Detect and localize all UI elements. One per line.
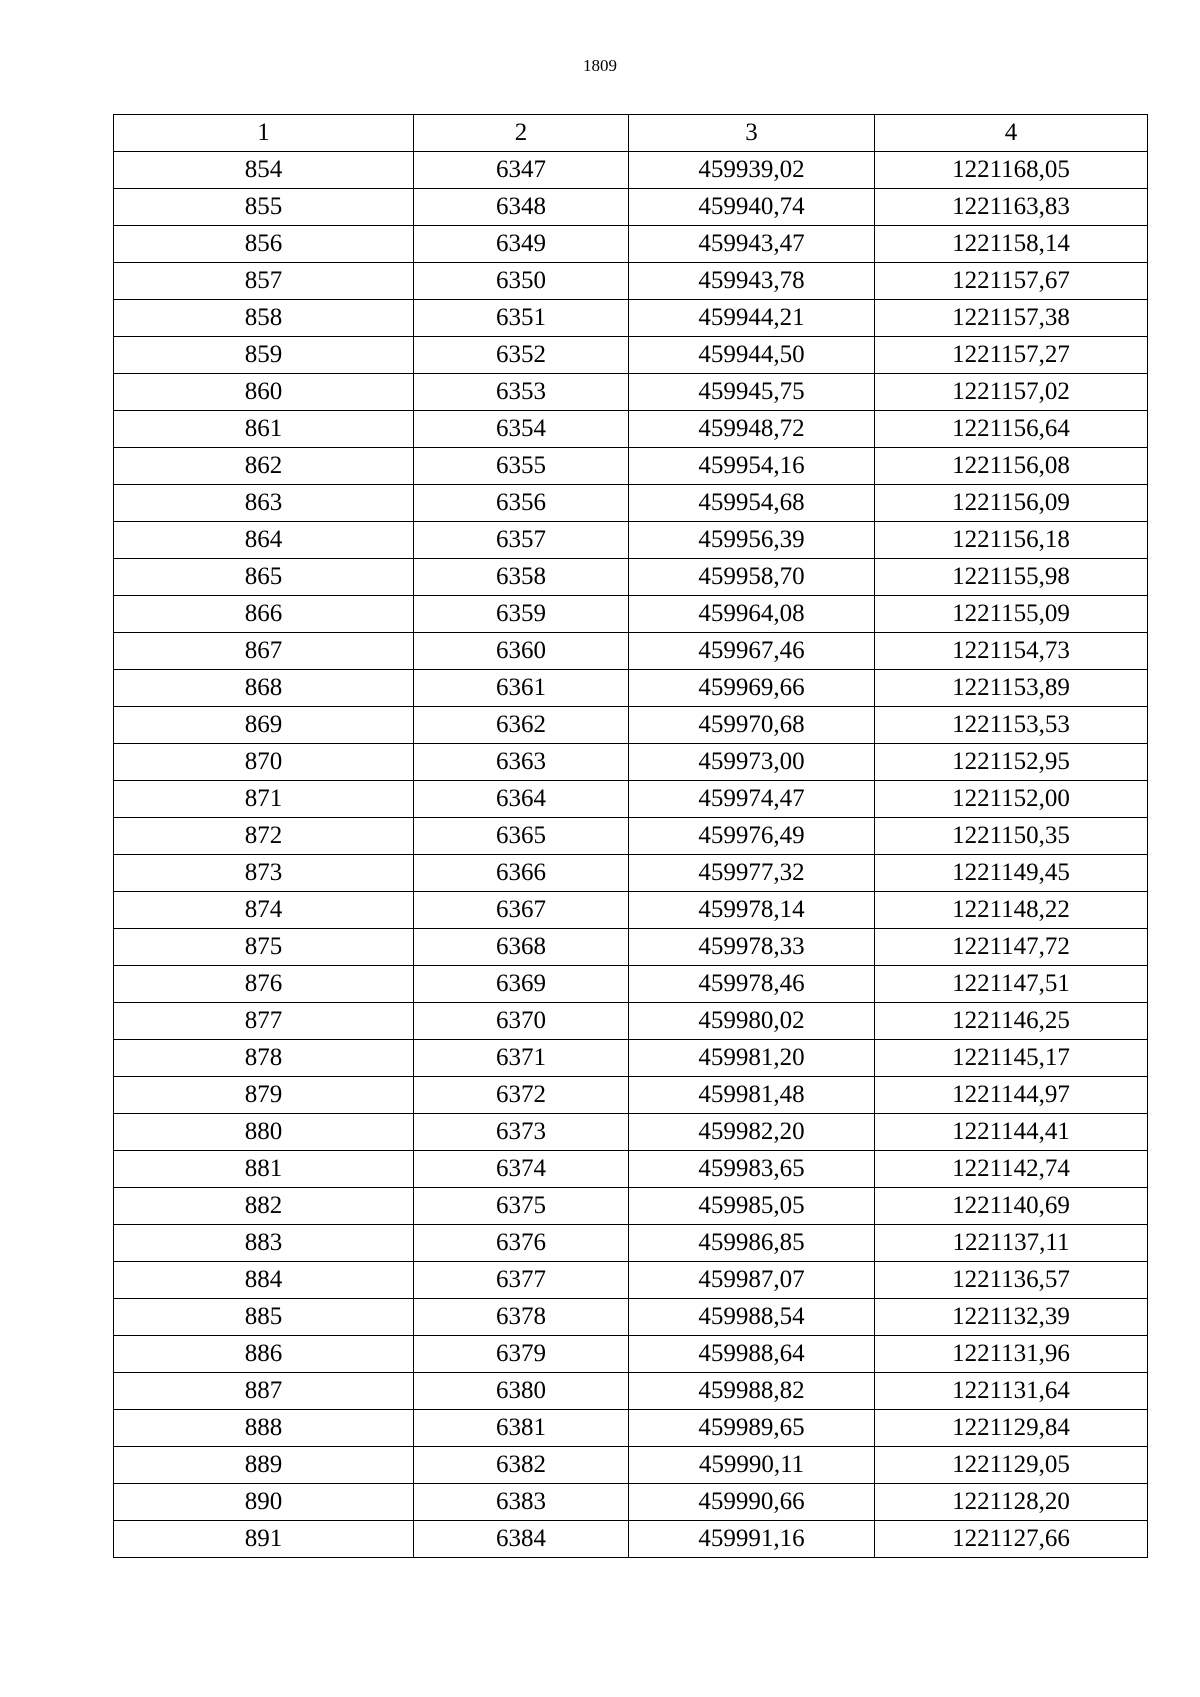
cell-x-coordinate: 459944,50 (629, 337, 875, 374)
cell-y-coordinate: 1221144,97 (875, 1077, 1148, 1114)
cell-point-number: 6353 (414, 374, 629, 411)
cell-y-coordinate: 1221157,38 (875, 300, 1148, 337)
cell-y-coordinate: 1221140,69 (875, 1188, 1148, 1225)
cell-x-coordinate: 459981,48 (629, 1077, 875, 1114)
cell-row-number: 872 (114, 818, 414, 855)
cell-row-number: 862 (114, 448, 414, 485)
cell-point-number: 6365 (414, 818, 629, 855)
cell-y-coordinate: 1221136,57 (875, 1262, 1148, 1299)
cell-point-number: 6373 (414, 1114, 629, 1151)
cell-y-coordinate: 1221127,66 (875, 1521, 1148, 1558)
table-row (114, 1410, 1148, 1447)
cell-row-number: 884 (114, 1262, 414, 1299)
cell-y-coordinate: 1221129,84 (875, 1410, 1148, 1447)
cell-row-number: 854 (114, 152, 414, 189)
cell-point-number: 6377 (414, 1262, 629, 1299)
cell-x-coordinate: 459956,39 (629, 522, 875, 559)
cell-point-number: 6350 (414, 263, 629, 300)
cell-x-coordinate: 459978,33 (629, 929, 875, 966)
cell-row-number: 867 (114, 633, 414, 670)
cell-y-coordinate: 1221149,45 (875, 855, 1148, 892)
cell-x-coordinate: 459948,72 (629, 411, 875, 448)
table-row (114, 559, 1148, 596)
cell-x-coordinate: 459990,11 (629, 1447, 875, 1484)
cell-point-number: 6363 (414, 744, 629, 781)
cell-x-coordinate: 459974,47 (629, 781, 875, 818)
cell-point-number: 6367 (414, 892, 629, 929)
cell-x-coordinate: 459980,02 (629, 1003, 875, 1040)
cell-y-coordinate: 1221147,72 (875, 929, 1148, 966)
table-row (114, 1114, 1148, 1151)
cell-x-coordinate: 459943,47 (629, 226, 875, 263)
cell-x-coordinate: 459964,08 (629, 596, 875, 633)
table-row (114, 1484, 1148, 1521)
cell-x-coordinate: 459991,16 (629, 1521, 875, 1558)
cell-point-number: 6360 (414, 633, 629, 670)
cell-row-number: 890 (114, 1484, 414, 1521)
table-row (114, 226, 1148, 263)
cell-row-number: 868 (114, 670, 414, 707)
page-number: 1809 (583, 56, 617, 75)
cell-row-number: 864 (114, 522, 414, 559)
table-row (114, 1188, 1148, 1225)
cell-point-number: 6349 (414, 226, 629, 263)
cell-row-number: 881 (114, 1151, 414, 1188)
cell-point-number: 6374 (414, 1151, 629, 1188)
table-row (114, 152, 1148, 189)
cell-x-coordinate: 459978,46 (629, 966, 875, 1003)
cell-point-number: 6372 (414, 1077, 629, 1114)
cell-y-coordinate: 1221154,73 (875, 633, 1148, 670)
table-header-row (114, 115, 1148, 152)
cell-point-number: 6369 (414, 966, 629, 1003)
cell-x-coordinate: 459985,05 (629, 1188, 875, 1225)
table-row (114, 818, 1148, 855)
cell-point-number: 6359 (414, 596, 629, 633)
table-row (114, 337, 1148, 374)
table-row (114, 781, 1148, 818)
cell-row-number: 880 (114, 1114, 414, 1151)
table-row (114, 1225, 1148, 1262)
cell-point-number: 6354 (414, 411, 629, 448)
cell-x-coordinate: 459970,68 (629, 707, 875, 744)
cell-y-coordinate: 1221157,27 (875, 337, 1148, 374)
cell-point-number: 6383 (414, 1484, 629, 1521)
cell-row-number: 856 (114, 226, 414, 263)
table-row (114, 189, 1148, 226)
cell-row-number: 857 (114, 263, 414, 300)
cell-row-number: 869 (114, 707, 414, 744)
cell-row-number: 887 (114, 1373, 414, 1410)
cell-row-number: 873 (114, 855, 414, 892)
cell-y-coordinate: 1221148,22 (875, 892, 1148, 929)
cell-row-number: 859 (114, 337, 414, 374)
cell-y-coordinate: 1221131,96 (875, 1336, 1148, 1373)
cell-y-coordinate: 1221142,74 (875, 1151, 1148, 1188)
cell-y-coordinate: 1221145,17 (875, 1040, 1148, 1077)
cell-y-coordinate: 1221155,09 (875, 596, 1148, 633)
cell-x-coordinate: 459982,20 (629, 1114, 875, 1151)
cell-y-coordinate: 1221131,64 (875, 1373, 1148, 1410)
cell-x-coordinate: 459973,00 (629, 744, 875, 781)
cell-point-number: 6351 (414, 300, 629, 337)
cell-y-coordinate: 1221156,64 (875, 411, 1148, 448)
cell-y-coordinate: 1221156,08 (875, 448, 1148, 485)
cell-x-coordinate: 459988,64 (629, 1336, 875, 1373)
table-row (114, 670, 1148, 707)
table-row (114, 633, 1148, 670)
cell-row-number: 891 (114, 1521, 414, 1558)
cell-point-number: 6364 (414, 781, 629, 818)
cell-x-coordinate: 459978,14 (629, 892, 875, 929)
cell-row-number: 871 (114, 781, 414, 818)
table-row (114, 855, 1148, 892)
cell-y-coordinate: 1221153,53 (875, 707, 1148, 744)
table-row (114, 966, 1148, 1003)
cell-row-number: 885 (114, 1299, 414, 1336)
cell-x-coordinate: 459977,32 (629, 855, 875, 892)
cell-row-number: 860 (114, 374, 414, 411)
table-row (114, 892, 1148, 929)
coordinates-table (113, 114, 1148, 1558)
table-row (114, 1151, 1148, 1188)
cell-x-coordinate: 459988,82 (629, 1373, 875, 1410)
cell-point-number: 6379 (414, 1336, 629, 1373)
cell-point-number: 6357 (414, 522, 629, 559)
cell-point-number: 6358 (414, 559, 629, 596)
column-header-2: 2 (414, 115, 629, 152)
cell-row-number: 883 (114, 1225, 414, 1262)
cell-point-number: 6375 (414, 1188, 629, 1225)
table-row (114, 1299, 1148, 1336)
cell-row-number: 861 (114, 411, 414, 448)
cell-x-coordinate: 459943,78 (629, 263, 875, 300)
cell-row-number: 874 (114, 892, 414, 929)
cell-row-number: 888 (114, 1410, 414, 1447)
column-header-3: 3 (629, 115, 875, 152)
cell-x-coordinate: 459944,21 (629, 300, 875, 337)
table-row (114, 485, 1148, 522)
cell-y-coordinate: 1221152,00 (875, 781, 1148, 818)
cell-point-number: 6352 (414, 337, 629, 374)
cell-point-number: 6384 (414, 1521, 629, 1558)
table-row (114, 374, 1148, 411)
cell-x-coordinate: 459967,46 (629, 633, 875, 670)
cell-row-number: 870 (114, 744, 414, 781)
cell-x-coordinate: 459983,65 (629, 1151, 875, 1188)
cell-y-coordinate: 1221153,89 (875, 670, 1148, 707)
cell-x-coordinate: 459986,85 (629, 1225, 875, 1262)
cell-x-coordinate: 459945,75 (629, 374, 875, 411)
table-row (114, 1077, 1148, 1114)
cell-y-coordinate: 1221155,98 (875, 559, 1148, 596)
cell-y-coordinate: 1221158,14 (875, 226, 1148, 263)
cell-point-number: 6366 (414, 855, 629, 892)
cell-row-number: 882 (114, 1188, 414, 1225)
cell-x-coordinate: 459969,66 (629, 670, 875, 707)
cell-y-coordinate: 1221157,02 (875, 374, 1148, 411)
cell-row-number: 863 (114, 485, 414, 522)
cell-point-number: 6382 (414, 1447, 629, 1484)
cell-row-number: 879 (114, 1077, 414, 1114)
cell-y-coordinate: 1221163,83 (875, 189, 1148, 226)
cell-point-number: 6361 (414, 670, 629, 707)
cell-point-number: 6380 (414, 1373, 629, 1410)
cell-x-coordinate: 459940,74 (629, 189, 875, 226)
table-row (114, 1262, 1148, 1299)
cell-point-number: 6368 (414, 929, 629, 966)
table-row (114, 448, 1148, 485)
table-row (114, 1040, 1148, 1077)
cell-x-coordinate: 459987,07 (629, 1262, 875, 1299)
cell-row-number: 855 (114, 189, 414, 226)
cell-y-coordinate: 1221129,05 (875, 1447, 1148, 1484)
cell-y-coordinate: 1221152,95 (875, 744, 1148, 781)
cell-y-coordinate: 1221146,25 (875, 1003, 1148, 1040)
cell-x-coordinate: 459954,16 (629, 448, 875, 485)
table-row (114, 1373, 1148, 1410)
table-row (114, 522, 1148, 559)
table-row (114, 1003, 1148, 1040)
table-row (114, 300, 1148, 337)
cell-y-coordinate: 1221156,18 (875, 522, 1148, 559)
cell-point-number: 6371 (414, 1040, 629, 1077)
cell-x-coordinate: 459958,70 (629, 559, 875, 596)
table-row (114, 1521, 1148, 1558)
cell-row-number: 889 (114, 1447, 414, 1484)
cell-x-coordinate: 459954,68 (629, 485, 875, 522)
cell-y-coordinate: 1221128,20 (875, 1484, 1148, 1521)
table-row (114, 411, 1148, 448)
cell-y-coordinate: 1221147,51 (875, 966, 1148, 1003)
cell-row-number: 876 (114, 966, 414, 1003)
cell-point-number: 6378 (414, 1299, 629, 1336)
cell-point-number: 6356 (414, 485, 629, 522)
cell-point-number: 6362 (414, 707, 629, 744)
cell-x-coordinate: 459981,20 (629, 1040, 875, 1077)
cell-row-number: 866 (114, 596, 414, 633)
cell-row-number: 875 (114, 929, 414, 966)
cell-row-number: 877 (114, 1003, 414, 1040)
table-row (114, 596, 1148, 633)
cell-row-number: 878 (114, 1040, 414, 1077)
table-row (114, 929, 1148, 966)
table-row (114, 263, 1148, 300)
cell-x-coordinate: 459976,49 (629, 818, 875, 855)
cell-point-number: 6355 (414, 448, 629, 485)
cell-y-coordinate: 1221132,39 (875, 1299, 1148, 1336)
cell-x-coordinate: 459988,54 (629, 1299, 875, 1336)
cell-point-number: 6381 (414, 1410, 629, 1447)
cell-row-number: 886 (114, 1336, 414, 1373)
cell-y-coordinate: 1221137,11 (875, 1225, 1148, 1262)
cell-point-number: 6348 (414, 189, 629, 226)
cell-y-coordinate: 1221144,41 (875, 1114, 1148, 1151)
cell-x-coordinate: 459990,66 (629, 1484, 875, 1521)
cell-x-coordinate: 459939,02 (629, 152, 875, 189)
cell-y-coordinate: 1221150,35 (875, 818, 1148, 855)
cell-x-coordinate: 459989,65 (629, 1410, 875, 1447)
table-row (114, 744, 1148, 781)
cell-y-coordinate: 1221157,67 (875, 263, 1148, 300)
column-header-1: 1 (114, 115, 414, 152)
cell-y-coordinate: 1221156,09 (875, 485, 1148, 522)
cell-point-number: 6370 (414, 1003, 629, 1040)
cell-y-coordinate: 1221168,05 (875, 152, 1148, 189)
table-row (114, 1336, 1148, 1373)
cell-point-number: 6347 (414, 152, 629, 189)
table-body (114, 152, 1148, 1558)
column-header-4: 4 (875, 115, 1148, 152)
cell-point-number: 6376 (414, 1225, 629, 1262)
table-row (114, 707, 1148, 744)
cell-row-number: 865 (114, 559, 414, 596)
cell-row-number: 858 (114, 300, 414, 337)
table-row (114, 1447, 1148, 1484)
